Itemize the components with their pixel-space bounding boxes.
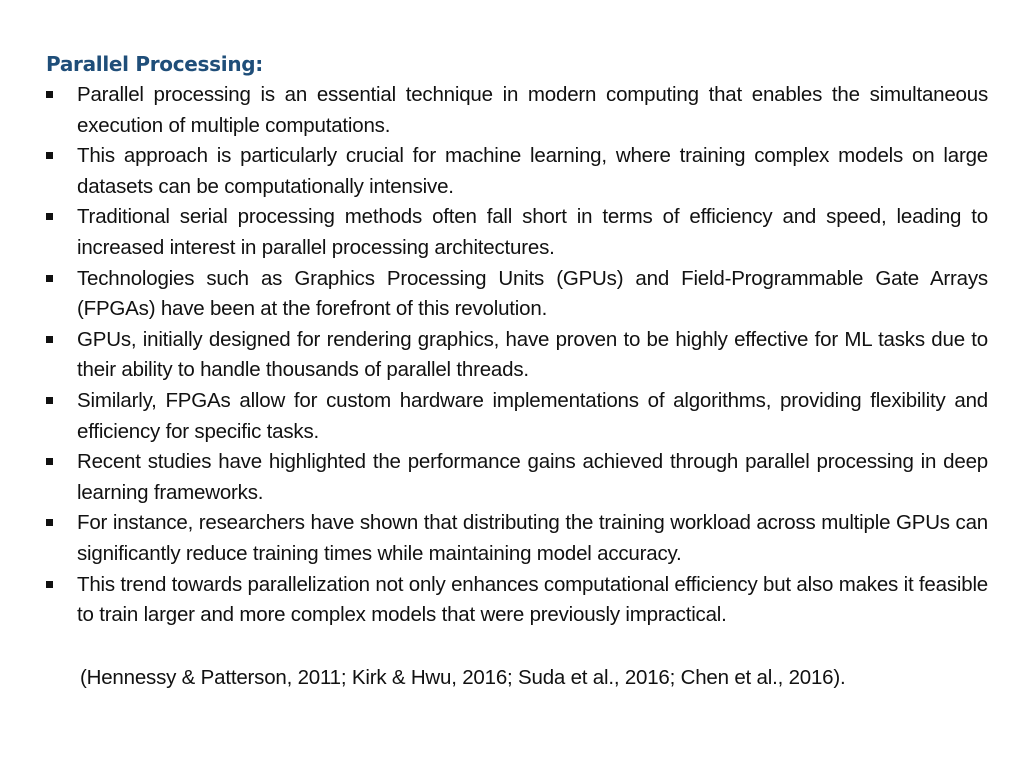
bullet-text: This trend towards parallelization not only enhances computational efficiency but also makes it feasible to train larger and more complex models that were previously impractical. [77, 572, 988, 627]
square-bullet-icon [46, 397, 53, 404]
bullet-item [44, 80, 988, 141]
square-bullet-icon [46, 458, 53, 465]
bullet-text: Similarly, FPGAs allow for custom hardware implementations of algorithms, providing flexibility and efficiency for specific tasks. [77, 388, 988, 443]
bullet-item [44, 325, 988, 386]
square-bullet-icon [46, 152, 53, 159]
bullet-item [44, 264, 988, 325]
square-bullet-icon [46, 275, 53, 282]
bullet-text: Technologies such as Graphics Processing Units (GPUs) and Field-Programmable Gate Arrays (FPGAs) have been at the forefront of this revolution. [77, 266, 988, 321]
bullet-text: For instance, researchers have shown that distributing the training workload across multiple GPUs can significantly reduce training times while maintaining model accuracy. [77, 511, 988, 565]
square-bullet-icon [46, 213, 53, 220]
bullet-item [44, 141, 988, 202]
bullet-text: Parallel processing is an essential technique in modern computing that enables the simultaneous execution of multiple computations. [77, 83, 988, 137]
square-bullet-icon [46, 91, 53, 98]
bullet-text: Recent studies have highlighted the performance gains achieved through parallel processing in deep learning frameworks. [77, 450, 988, 504]
square-bullet-icon [46, 581, 53, 588]
slide-heading: Parallel Processing: [46, 52, 263, 76]
square-bullet-icon [46, 336, 53, 343]
bullet-item [44, 447, 988, 508]
bullet-item [44, 202, 988, 263]
square-bullet-icon [46, 519, 53, 526]
bullet-text: GPUs, initially designed for rendering graphics, have proven to be highly effective for ML tasks due to their ability to handle thousands of parallel threads. [77, 327, 988, 382]
bullet-item [44, 508, 988, 569]
bullet-text: Traditional serial processing methods often fall short in terms of efficiency and speed, leading to increased interest in parallel processing architectures. [77, 205, 988, 259]
bullet-text: This approach is particularly crucial for machine learning, where training complex models on large datasets can be computationally intensive. [77, 144, 988, 198]
bullet-item [44, 570, 988, 631]
bullet-list [44, 80, 988, 631]
citation: (Hennessy & Patterson, 2011; Kirk & Hwu, 2016; Suda et al., 2016; Chen et al., 2016). [80, 666, 846, 689]
bullet-item [44, 386, 988, 447]
